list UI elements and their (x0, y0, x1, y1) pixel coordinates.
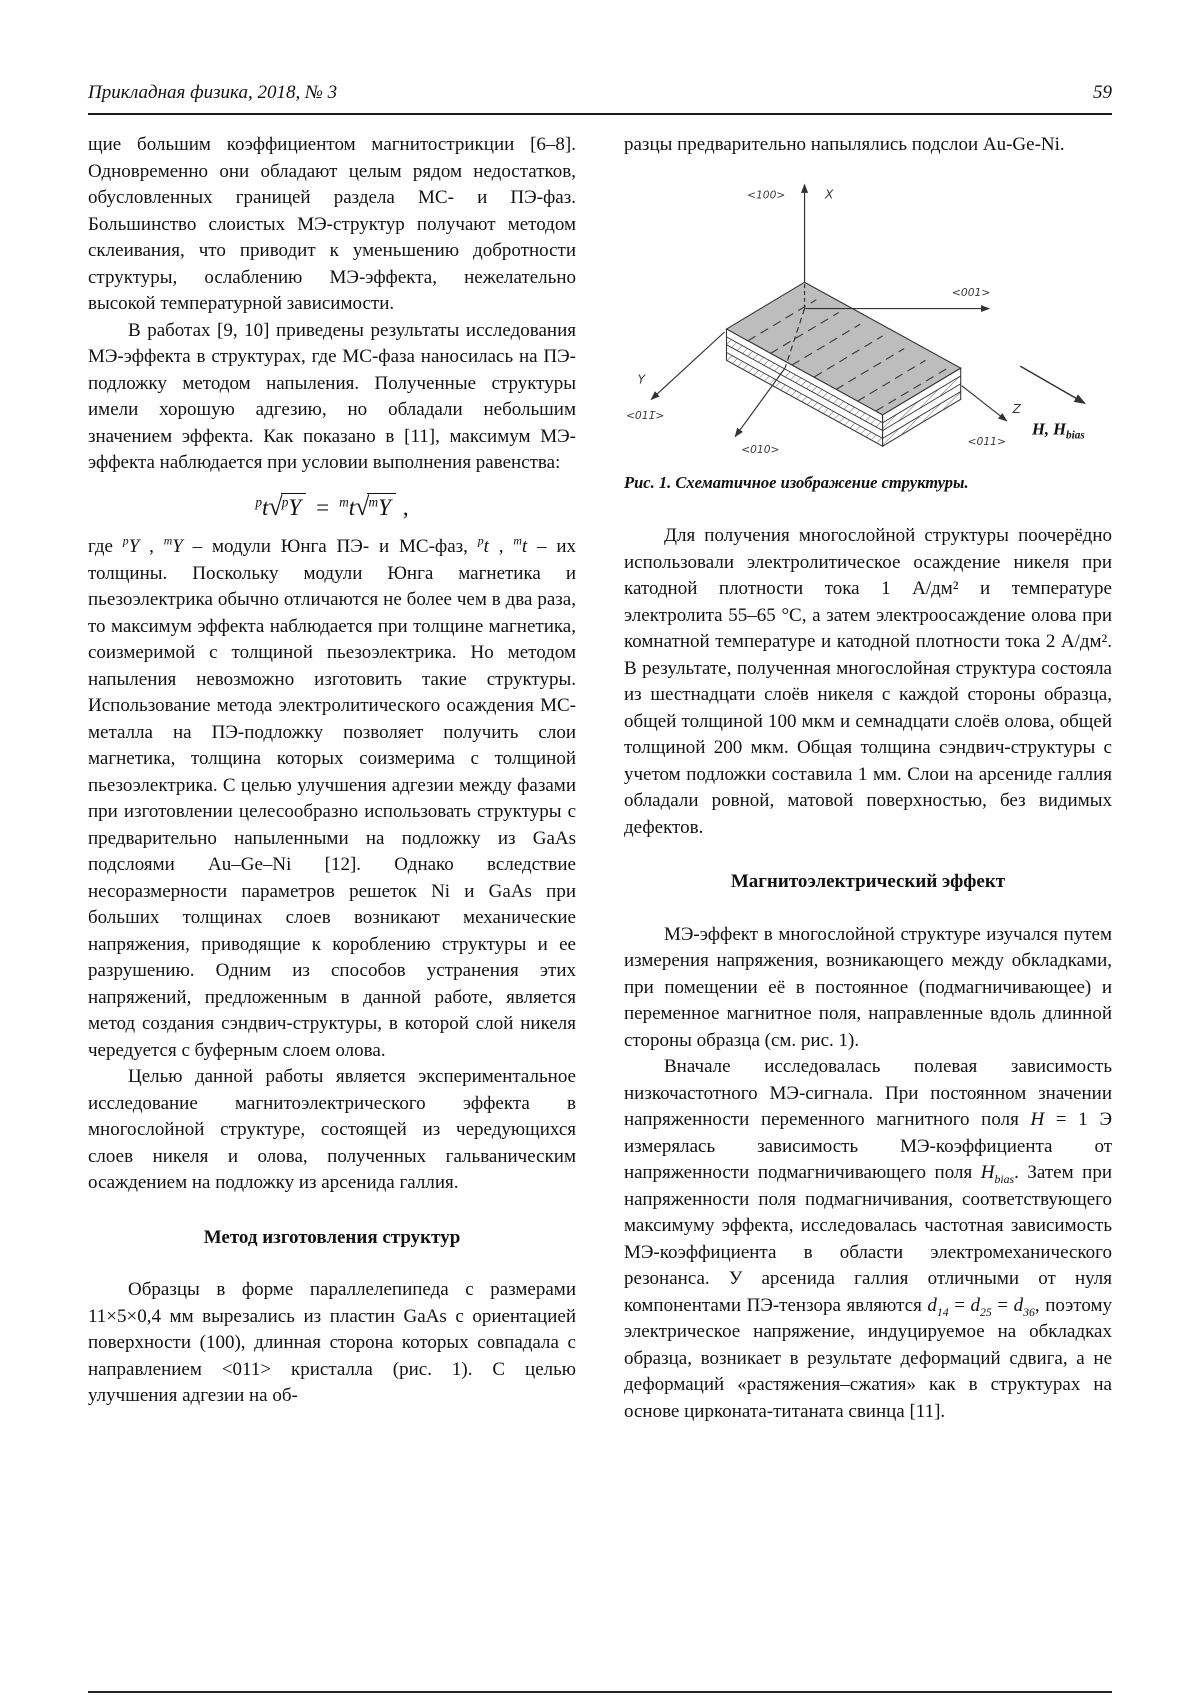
equation-comma: , (402, 494, 409, 520)
page-header (88, 82, 1112, 104)
equation-term-right: $^m$t√$^m$Y (339, 495, 396, 520)
field-label-h-hbias: H, $H_{bias}$ (1031, 418, 1085, 441)
equation-equals: = (316, 494, 330, 520)
axis-label-001: <001> (951, 285, 991, 299)
sample-box (726, 282, 960, 446)
axis-label-100: <100> (746, 187, 786, 201)
axis-label-011: <011> (967, 434, 1006, 448)
paragraph: где $^p$Y , $^m$Y – модули Юнга ПЭ- и МС-фаз, $^p$t , $^m$t – их толщины. Поскольку модули Юнга магнетика и пьезоэлектрика обычно отличаются не более чем в два раза, то максимум эффекта наблюдается при толщине магнетика, соизмеримой с толщиной пьезоэлектрика. Но методом напыления невозможно изготовить такие структуры. Использование метода электролитического осаждения МС-металла на ПЭ-подложку позволяет получить слои магнетика, толщина которых соизмерима с толщиной пьезоэлектрика. С целью улучшения адгезии между фазами при изготовлении целесообразно использовать структуры с предварительно напыленными на подложку из GaAs подслоями Au–Ge–Ni [12]. Однако вследствие несоразмерности параметров решеток Ni и GaAs при больших толщинах слоев возникают механические напряжения, приводящие к короблению структуры и ее разрушению. Одним из способов устранения этих напряжений, предложенным в данной работе, является метод создания сэндвич-структуры, в которой слой никеля чередуется с буферным слоем олова. (88, 534, 577, 1061)
header-rule (88, 113, 1112, 115)
paragraph: Целью данной работы является экспериментальное исследование магнитоэлектрического эффекта в многослойной структуре, состоящей из чередующихся слоев никеля и олова, полученных гальваническим осаждением на подложку из арсенида галлия. (88, 1066, 576, 1193)
paragraph: МЭ-эффект в многослойной структуре изучался путем измерения напряжения, возникающего между обкладками, при помещении её в постоянное (подмагничивающее) и переменное магнитное поля, направленные вдоль длинной стороны образца (см. рис. 1). (624, 923, 1112, 1051)
paragraph: щие большим коэффициентом магнитострикции [6–8]. Одновременно они обладают целым рядом недостатков, обусловленных границей раздела МС- и ПЭ-фаз. Большинство слоистых МЭ-структур получают методом склеивания, что приводит к уменьшению добротности структуры, ослаблению МЭ-эффекта, нежелательно высокой температурной зависимости. (88, 134, 576, 314)
footer-rule (88, 1691, 1112, 1693)
left-column (88, 132, 576, 1425)
structure-figure (624, 165, 1112, 458)
figure-caption: Рис. 1. Схематичное изображение структуры. (624, 473, 969, 492)
paragraph: В работах [9, 10] приведены результаты исследования МЭ-эффекта в структурах, где МС-фаза наносилась на ПЭ-подложку методом напыления. Полученные структуры имели хорошую адгезию, но обладали небольшим значением эффекта. Как показано в [11], максимум МЭ-эффекта наблюдается при условии выполнения равенства: (88, 319, 576, 473)
right-column (624, 132, 1112, 1425)
axis-label-x: X (825, 186, 834, 201)
section-heading: Метод изготовления структур (203, 1226, 461, 1248)
page-number: 59 (1093, 82, 1112, 103)
equation-term-left: $^p$t√$^p$Y (255, 495, 306, 520)
paragraph: разцы предварительно напылялись подслои Au-Ge-Ni. (624, 134, 1065, 155)
axis-label-z: Z (1012, 401, 1021, 416)
two-column-body (88, 132, 1112, 1425)
paragraph: Для получения многослойной структуры поочерёдно использовали электролитическое осаждение никеля при катодной плотности тока 1 А/дм² и температуре электролита 55–65 °С, а затем электроосаждение олова при комнатной температуре и катодной плотности тока 2 А/дм². В результате, полученная многослойная структура состояла из шестнадцати слоёв никеля с каждой стороны образца, общей толщиной 100 мкм и семнадцати слоёв олова, общей толщиной 200 мкм. Общая толщина сэндвич-структуры с учетом подложки составила 1 мм. Слои на арсениде галлия обладали ровной, матовой поверхностью, без видимых дефектов. (624, 525, 1112, 838)
axis-label-010: <010> (741, 442, 780, 456)
equation (88, 491, 576, 522)
axis-label-y: Y (637, 372, 646, 387)
axis-label-011bar: <011̄> (625, 408, 665, 422)
paragraph: Образцы в форме параллелепипеда с размерами 11×5×0,4 мм вырезались из пластин GaAs с ориентацией поверхности (100), длинная сторона которых совпадала с направлением <011> кристалла (рис. 1). С целью улучшения адгезии на об- (88, 1279, 576, 1406)
paragraph: Вначале исследовалась полевая зависимость низкочастотного МЭ-сигнала. При постоянном значении напряженности переменного магнитного поля H = 1 Э измерялась зависимость МЭ-коэффициента от напряженности подмагничивающего поля $H_{bias}$. Затем при напряженности поля подмагничивания, соответствующего максимуму эффекта, исследовалась частотная зависимость МЭ-коэффициента в области электромеханического резонанса. У арсенида галлия отличными от нуля компонентами ПЭ-тензора являются $d_{14} = d_{25} = d_{36}$, поэтому электрическое напряжение, индуцируемое на обкладках образца, возникает в результате деформаций сдвига, а не деформаций «растяжения–сжатия» как в структурах на основе цирконата-титаната свинца [11]. (624, 1056, 1113, 1422)
journal-title: Прикладная физика, 2018, № 3 (88, 82, 338, 103)
figure-1 (624, 165, 1112, 467)
section-heading: Магнитоэлектрический эффект (730, 871, 1006, 892)
